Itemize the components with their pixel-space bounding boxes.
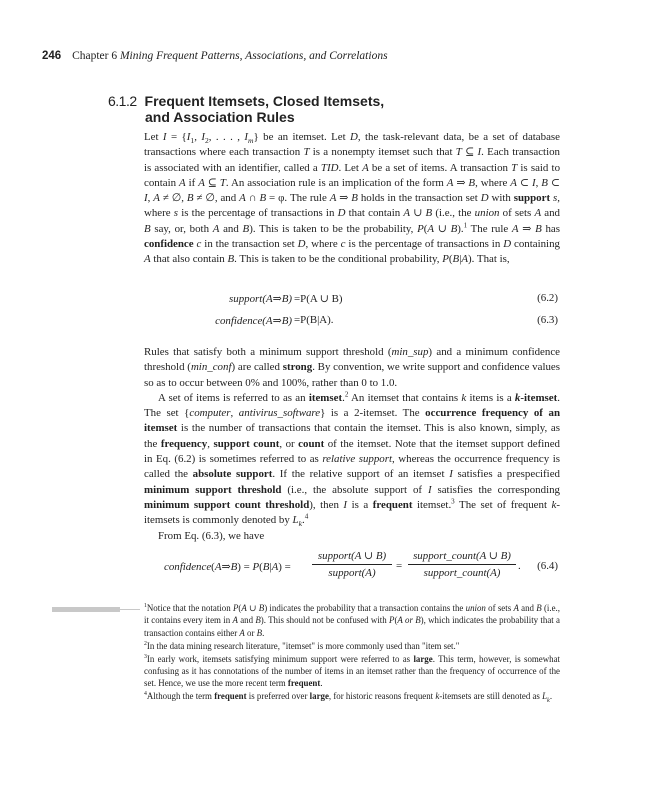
eq64-eq-sign: = [396,560,403,572]
eq63-lhs: confidence(A⇒B) [215,315,292,327]
footnotes [144,602,560,703]
eq64-lhs: confidence(A⇒B) = P(B|A) = [164,561,291,573]
section-number: 6.1.2 [108,93,137,109]
equation-6-4 [144,549,560,589]
chapter-title: Mining Frequent Patterns, Associations, and Correlations [119,50,388,62]
running-header [42,50,388,62]
eq63-rhs: =P(B|A). [294,314,334,326]
equation-6-2 [144,292,560,308]
eq64-frac1 [312,549,392,579]
eq62-rhs: =P(A ∪ B) [294,293,343,305]
equation-6-3 [144,314,560,330]
eq62-tag: (6.2) [537,292,558,304]
footnote-rule [120,609,140,610]
section-title-line2: and Association Rules [145,109,295,125]
eq64-frac2-den: support_count(A) [423,567,501,579]
eq62-lhs: support(A⇒B) [229,293,292,305]
section-title-line1: Frequent Itemsets, Closed Itemsets, [144,93,385,109]
footnote-2: $^2$In the data mining research literature, "itemset" is more commonly used than "item set." [144,640,460,651]
chapter-label: Chapter 6 [72,50,118,62]
footnote-3: $^3$In early work, itemsets satisfying minimum support were referred to as large. This term, however, is somewhat confusing as it has connotations of the number of items in an itemset rather than the frequency of occurrence of the set. Hence, we use the more recent term frequent. [144,653,560,689]
eq64-frac1-den: support(A) [328,567,376,579]
section-heading [108,93,384,125]
footnote-4: $^4$Although the term frequent is preferred over large, for historic reasons frequent k-itemsets are still denoted as $L_k$. [144,691,553,705]
eq64-frac1-num: support(A ∪ B) [312,549,392,565]
eq64-frac2-num: support_count(A ∪ B) [408,549,516,565]
eq63-tag: (6.3) [537,314,558,326]
eq64-period: . [518,560,521,572]
footnote-bar [52,607,120,612]
paragraph-strong-rules: Rules that satisfy both a minimum support threshold (min_sup) and a minimum confidence threshold (min_conf) are called strong. By convention, we write support and confidence values so as to occur between 0% and 100%, rather than 0 to 1.0. A set of items is referred to as an itemset.$^2$ An itemset that contains k items is a k-itemset. The set {computer, antivirus_software} is a 2-itemset. The occurrence frequency of an itemset is the number of transactions that contain the itemset. This is also known, simply, as the frequency, support count, or count of the itemset. Note that the itemset support defined in Eq. (6.2) is sometimes referred to as relative support, whereas the occurrence frequency is called the absolute support. If the relative support of an itemset I satisfies a prespecified minimum support threshold (i.e., the absolute support of I satisfies the corresponding minimum support count threshold), then I is a frequent itemset.$^3$ The set of frequent k-itemsets is commonly denoted by $L_k.^4$ From Eq. (6.3), we have [144,345,560,544]
eq64-tag: (6.4) [537,560,558,572]
paragraph-definitions: Let $I = \{I_1$, $I_2$, . . . , $I_m$} be an itemset. Let D, the task-relevant data, be a set of database transactions where each transaction T is a nonempty itemset such that T ⊆ I. Each transaction is associated with an identifier, called a TID. Let A be a set of items. A transaction T is said to contain A if A ⊆ T. An association rule is an implication of the form A ⇒ B, where A ⊂ I, B ⊂ I, A ≠ ∅, B ≠ ∅, and A ∩ B = φ. The rule A ⇒ B holds in the transaction set D with support s, where s is the percentage of transactions in D that contain A ∪ B (i.e., the union of sets A and B say, or, both A and B). This is taken to be the probability, P(A ∪ B).$^1$ The rule A ⇒ B has confidence c in the transaction set D, where c is the percentage of transactions in D containing A that also contain B. This is taken to be the conditional probability, P(B|A). That is, [144,131,561,266]
footnote-1: $^1$Notice that the notation P(A ∪ B) indicates the probability that a transaction contains the union of sets A and B (i.e., it contains every item in A and B). This should not be confused with P(A or B), which indicates the probability that a transaction contains either A or B. [144,603,560,638]
page-number: 246 [42,50,62,62]
eq64-frac2 [408,549,516,579]
from-eq-text: From Eq. (6.3), we have [158,529,265,542]
